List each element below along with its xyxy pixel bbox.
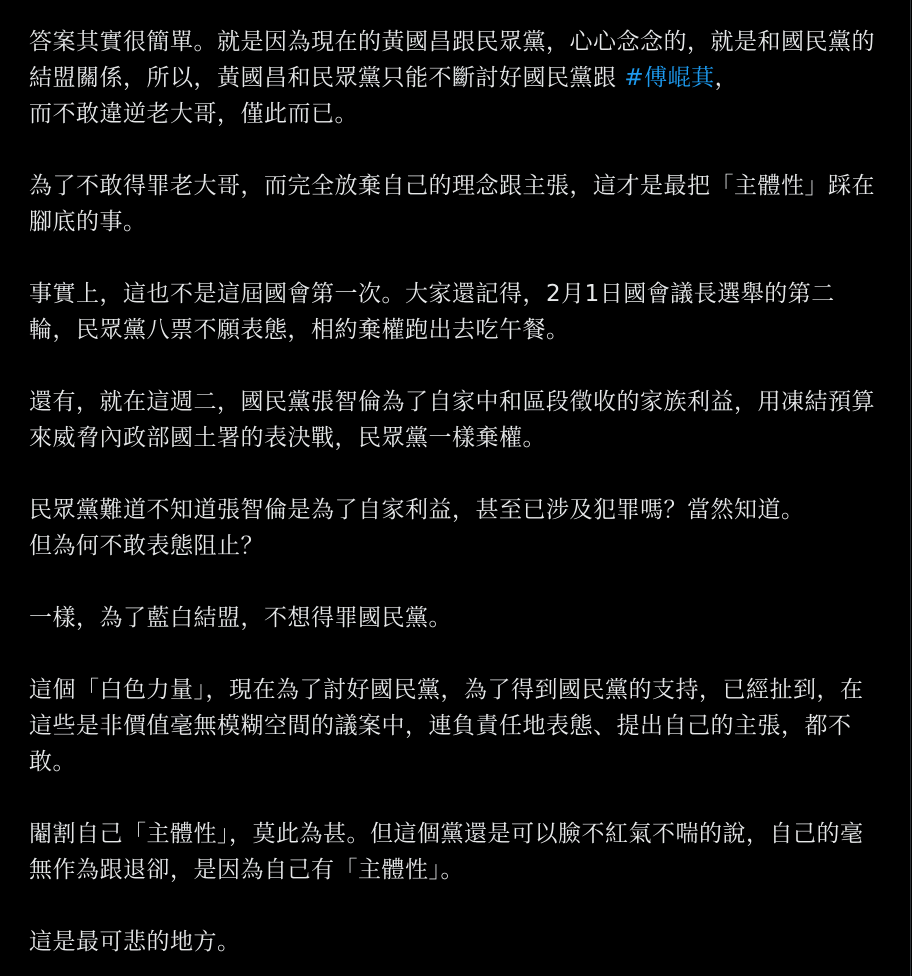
post-paragraph-8: 閹割自己「主體性」，莫此為甚。但這個黨還是可以臉不紅氣不喘的說，自己的毫無作為跟退卻，是因為自己有「主體性」。 [29, 821, 864, 883]
post-paragraph-5: 民眾黨難道不知道張智倫是為了自家利益，甚至已涉及犯罪嗎？當然知道。 但為何不敢表態阻止？ [29, 497, 805, 559]
paragraph-text: ， 而不敢違逆老大哥，僅此而已。 [29, 65, 739, 127]
post-paragraph-2: 為了不敢得罪老大哥，而完全放棄自己的理念跟主張，這才是最把「主體性」踩在腳底的事。 [29, 173, 875, 235]
hashtag-link[interactable]: #傅崐萁 [624, 65, 715, 91]
post-body [29, 24, 879, 960]
post-paragraph-4: 還有，就在這週二，國民黨張智倫為了自家中和區段徵收的家族利益，用凍結預算來威脅內政部國土署的表決戰，民眾黨一樣棄權。 [29, 389, 875, 451]
post-paragraph-6: 一樣，為了藍白結盟，不想得罪國民黨。 [29, 605, 452, 631]
post-paragraph-3: 事實上，這也不是這屆國會第一次。大家還記得，2月1日國會議長選舉的第二輪，民眾黨八票不願表態，相約棄權跑出去吃午餐。 [29, 281, 835, 343]
post-paragraph-9: 這是最可悲的地方。 [29, 929, 241, 955]
post-paragraph-7: 這個「白色力量」，現在為了討好國民黨，為了得到國民黨的支持，已經扯到，在這些是非價值毫無模糊空間的議案中，連負責任地表態、提出自己的主張，都不敢。 [29, 677, 864, 775]
post-paragraph-1 [29, 24, 879, 132]
paragraph-text: 答案其實很簡單。就是因為現在的黃國昌跟民眾黨，心心念念的，就是和國民黨的結盟關係，所以，黃國昌和民眾黨只能不斷討好國民黨跟 [29, 29, 875, 91]
